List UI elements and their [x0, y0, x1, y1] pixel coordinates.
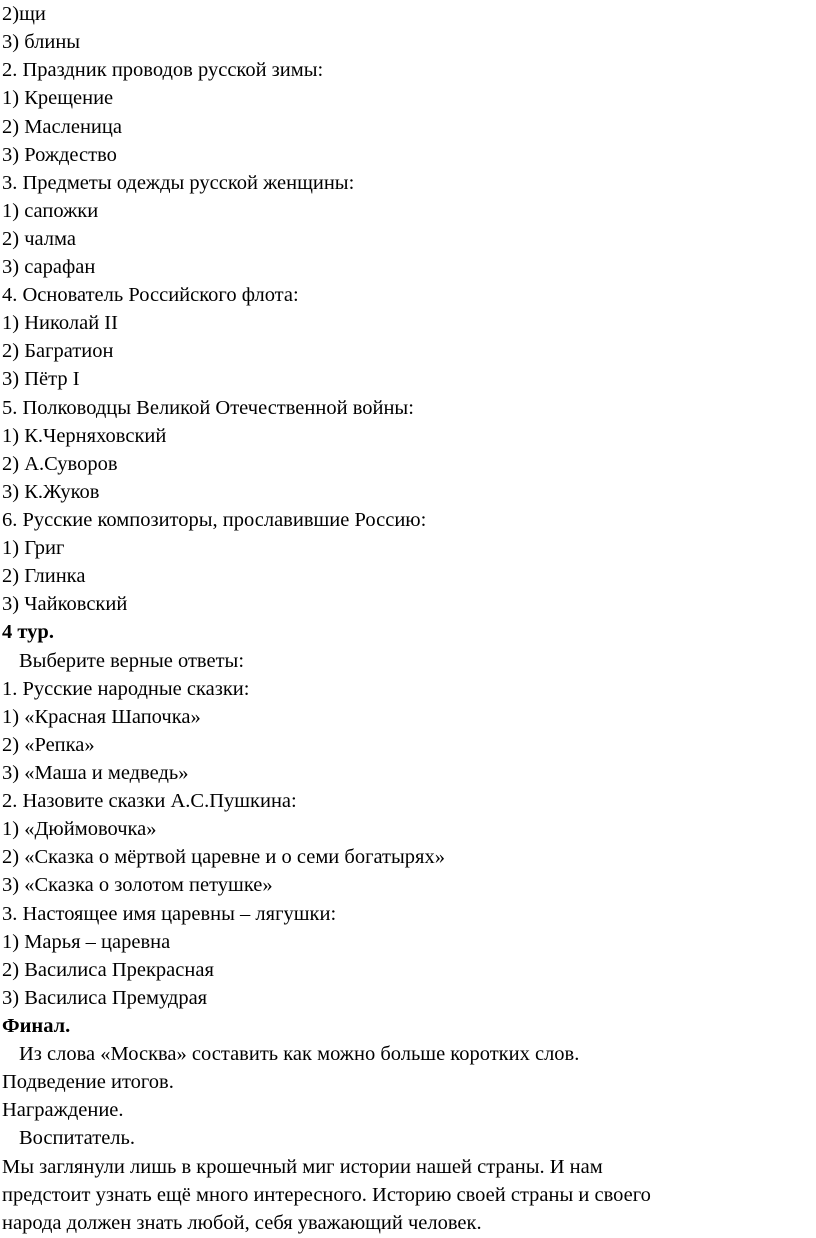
answer-option: 2) Багратион	[2, 340, 114, 362]
answer-option: 3) сарафан	[2, 256, 96, 278]
answer-option-bliny: 3) блины	[2, 31, 81, 53]
answer-option: 3) «Маша и медведь»	[2, 762, 189, 784]
round-4-instruction: Выберите верные ответы:	[19, 650, 245, 672]
answer-option: 1) Крещение	[2, 87, 114, 109]
answer-option: 1) Григ	[2, 537, 65, 559]
answer-option: 1) сапожки	[2, 200, 99, 222]
answer-option: 3) Рождество	[2, 144, 117, 166]
final-heading: Финал.	[2, 1015, 71, 1037]
answer-option: 1) «Красная Шапочка»	[2, 706, 201, 728]
question-3-heading: 3. Настоящее имя царевны – лягушки:	[2, 903, 337, 925]
answer-option: 2) А.Суворов	[2, 453, 118, 475]
answer-option: 3) Пётр I	[2, 368, 80, 390]
answer-option: 1) Николай II	[2, 312, 118, 334]
question-4-heading: 4. Основатель Российского флота:	[2, 284, 299, 306]
answer-option: 2) Василиса Прекрасная	[2, 959, 214, 981]
closing-paragraph-line: народа должен знать любой, себя уважающий человек.	[2, 1212, 482, 1234]
closing-paragraph-line: предстоит узнать ещё много интересного. Историю своей страны и своего	[2, 1184, 651, 1206]
answer-option: 3) Чайковский	[2, 593, 128, 615]
question-2-heading: 2. Назовите сказки А.С.Пушкина:	[2, 790, 297, 812]
speaker-label: Воспитатель.	[19, 1127, 136, 1149]
closing-paragraph-line: Мы заглянули лишь в крошечный миг истории нашей страны. И нам	[2, 1156, 603, 1178]
answer-option: 2) Глинка	[2, 565, 86, 587]
awards-line: Награждение.	[2, 1099, 124, 1121]
final-task: Из слова «Москва» составить как можно больше коротких слов.	[19, 1043, 580, 1065]
question-1-heading: 1. Русские народные сказки:	[2, 678, 250, 700]
summary-line: Подведение итогов.	[2, 1071, 174, 1093]
answer-option: 3) «Сказка о золотом петушке»	[2, 874, 273, 896]
answer-option: 3) К.Жуков	[2, 481, 100, 503]
answer-option: 1) «Дюймовочка»	[2, 818, 157, 840]
question-2-heading: 2. Праздник проводов русской зимы:	[2, 59, 324, 81]
answer-option: 1) К.Черняховский	[2, 425, 167, 447]
answer-option: 2) «Сказка о мёртвой царевне и о семи богатырях»	[2, 846, 445, 868]
question-5-heading: 5. Полководцы Великой Отечественной войны:	[2, 397, 414, 419]
answer-option: 2) чалма	[2, 228, 76, 250]
answer-option: 3) Василиса Премудрая	[2, 987, 208, 1009]
round-4-heading: 4 тур.	[2, 621, 54, 643]
question-6-heading: 6. Русские композиторы, прославившие Россию:	[2, 509, 427, 531]
answer-option: 2) Масленица	[2, 116, 122, 138]
answer-option: 1) Марья – царевна	[2, 931, 171, 953]
answer-option-shchi: 2)щи	[2, 3, 46, 25]
answer-option: 2) «Репка»	[2, 734, 95, 756]
question-3-heading: 3. Предметы одежды русской женщины:	[2, 172, 355, 194]
